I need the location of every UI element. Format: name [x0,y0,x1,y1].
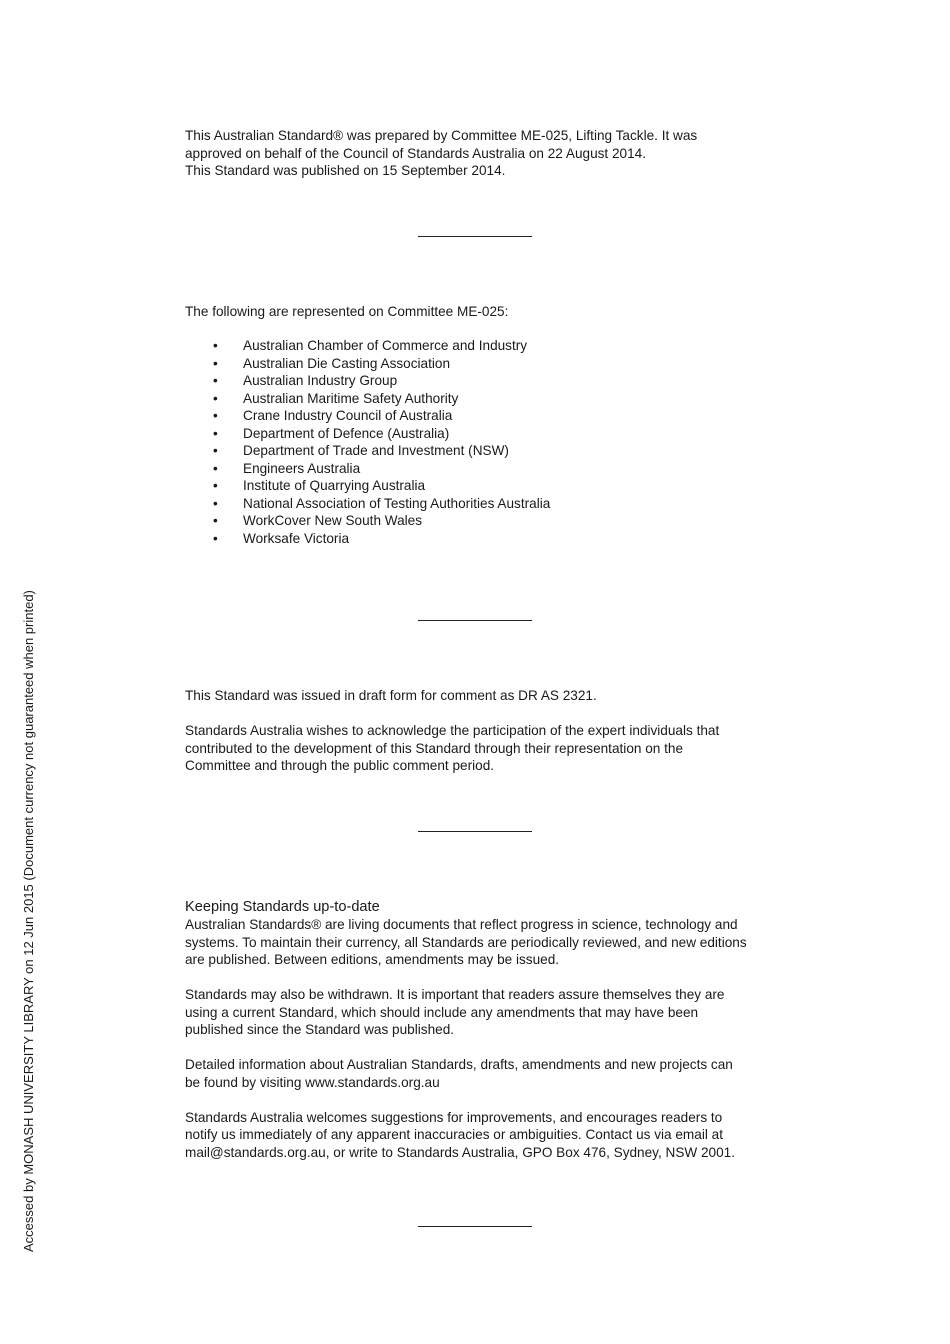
text-line: are published. Between editions, amendments may be issued. [185,952,560,967]
member-name: Australian Die Casting Association [243,355,451,371]
section-divider [418,1226,532,1227]
access-watermark: Accessed by MONASH UNIVERSITY LIBRARY on 12 Jun 2015 (Document currency not guaranteed when printed) [21,590,36,1252]
member-name: Worksafe Victoria [243,530,350,546]
bullet-icon: • [213,478,218,493]
approval-line-2: approved on behalf of the Council of Standards Australia on 22 August 2014. [185,145,647,161]
section-divider [418,831,532,832]
list-item [213,477,713,495]
text-line: Detailed information about Australian Standards, drafts, amendments and new projects can [185,1057,733,1072]
email-link[interactable]: mail@standards.org.au [185,1144,326,1160]
bullet-icon: • [213,495,218,511]
member-name: Australian Maritime Safety Authority [243,390,459,406]
list-item [213,372,713,390]
bullet-icon: • [213,460,218,476]
text-line: Australian Standards® are living documents that reflect progress in science, technology and [185,917,738,932]
bullet-icon: • [213,530,218,546]
committee-intro [185,303,775,321]
list-item [213,460,713,478]
bullet-icon: • [213,425,218,441]
text-line: notify us immediately of any apparent inaccuracies or ambiguities. Contact us via email at [185,1127,723,1142]
text-line: published since the Standard was published. [185,1022,455,1037]
acknowledgement-line-2: contributed to the development of this Standard through their representation on the [185,740,684,756]
list-item [213,530,713,548]
member-name: Australian Industry Group [243,373,398,388]
member-name: Australian Chamber of Commerce and Industry [243,338,528,353]
acknowledgement-line-3: Committee and through the public comment period. [185,758,495,773]
list-item [213,425,713,443]
approval-line-1: This Australian Standard® was prepared by Committee ME-025, Lifting Tackle. It was [185,128,698,143]
list-item [213,355,713,373]
bullet-icon: • [213,373,218,388]
text-line: systems. To maintain their currency, all Standards are periodically reviewed, and new editions [185,934,747,950]
bullet-icon: • [213,390,218,406]
paragraph-detailed-info [185,1056,775,1091]
member-name: Engineers Australia [243,460,361,476]
paragraph-withdrawn [185,986,775,1039]
approval-statement [185,127,775,180]
list-item [213,407,713,425]
text-line: using a current Standard, which should include any amendments that may have been [185,1004,699,1020]
list-item [213,337,713,355]
bullet-icon: • [213,513,218,528]
member-name: National Association of Testing Authorities Australia [243,495,551,511]
list-item [213,442,713,460]
paragraph-living-documents [185,916,775,969]
member-name: Crane Industry Council of Australia [243,408,453,423]
keeping-standards-section [185,898,775,1161]
website-link[interactable]: www.standards.org.au [305,1074,440,1090]
member-name: Department of Trade and Investment (NSW) [243,443,509,458]
bullet-icon: • [213,355,218,371]
section-heading: Keeping Standards up-to-date [185,899,380,915]
member-name: Institute of Quarrying Australia [243,478,426,493]
bullet-icon: • [213,443,218,458]
acknowledgement [185,722,775,775]
member-name: WorkCover New South Wales [243,513,423,528]
section-divider [418,620,532,621]
committee-intro-text: The following are represented on Committee ME-025: [185,304,509,319]
text-line: , or write to Standards Australia, GPO Box 476, Sydney, NSW 2001. [325,1144,736,1160]
list-item [213,495,713,513]
text-line: be found by visiting [185,1074,306,1090]
bullet-icon: • [213,338,218,353]
bullet-icon: • [213,408,218,423]
acknowledgement-line-1: Standards Australia wishes to acknowledge the participation of the expert individuals that [185,723,720,738]
committee-members-list [213,337,713,547]
approval-line-3: This Standard was published on 15 September 2014. [185,163,506,178]
draft-statement [185,687,775,705]
list-item [213,512,713,530]
draft-text: This Standard was issued in draft form for comment as DR AS 2321. [185,688,597,703]
member-name: Department of Defence (Australia) [243,425,450,441]
paragraph-suggestions [185,1109,775,1162]
list-item [213,390,713,408]
text-line: Standards Australia welcomes suggestions for improvements, and encourages readers to [185,1109,723,1125]
section-divider [418,236,532,237]
text-line: Standards may also be withdrawn. It is important that readers assure themselves they are [185,987,725,1002]
